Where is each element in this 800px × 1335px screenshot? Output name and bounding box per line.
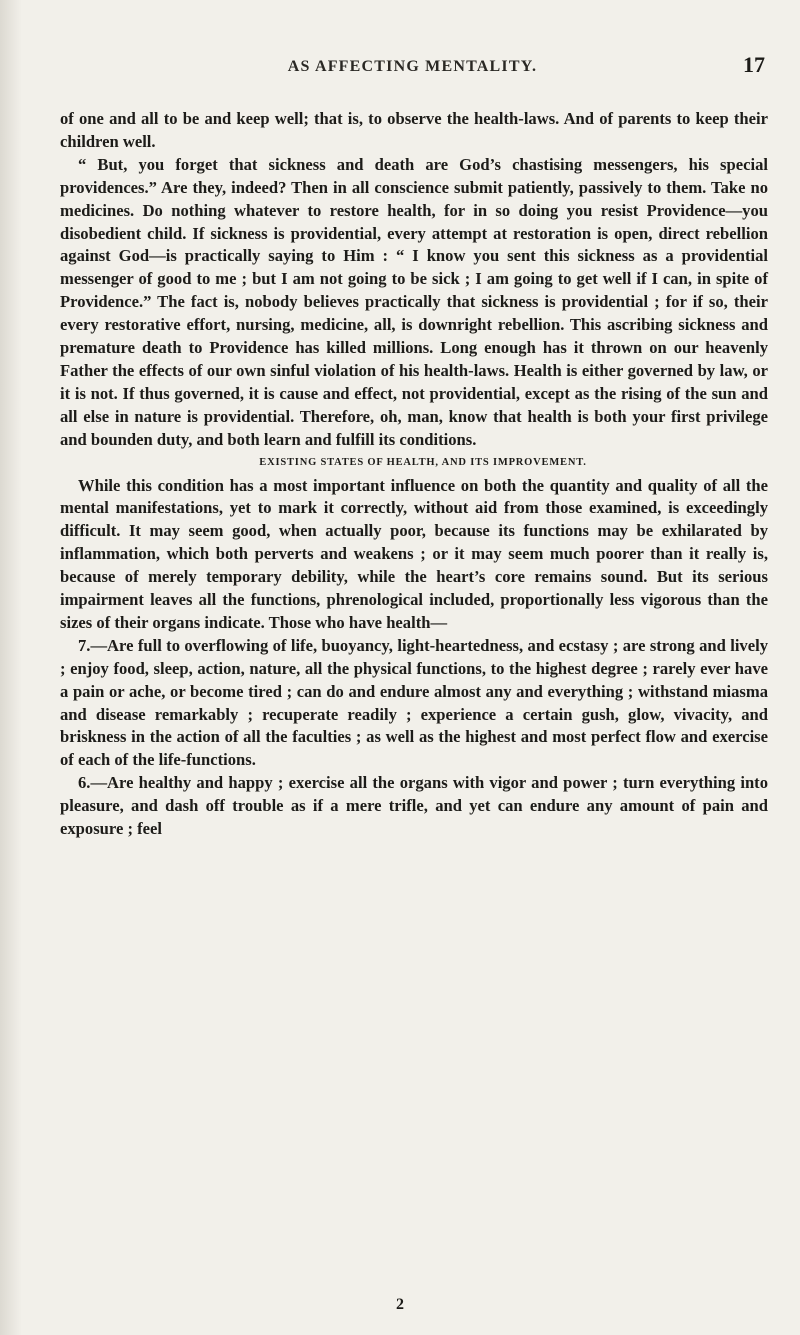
paragraph: of one and all to be and keep well; that is, to observe the health-laws. And of parents to keep their children well. [60, 109, 768, 151]
paragraph: “ But, you forget that sickness and death are God’s chastising messengers, his special providences.” Are they, indeed? Then in all conscience submit patiently, passively to them. Take no medicines. Do nothing whatever to restore health, for in so doing you resist Providence—you disobedient child. If sickness is providential, every attempt at restoration is open, direct rebellion against God—is practically saying to Him : “ I know you sent this sickness as a providential messenger of good to me ; but I am not going to be sick ; I am going to get well if I can, in spite of Providence.” The fact is, nobody believes practically that sickness is providential ; for if so, their every restorative effort, nursing, medicine, all, is downright rebellion. This ascribing sickness and premature death to Providence has killed millions. Long enough has it thrown on our heavenly Father the effects of our own sinful violation of his health-laws. Health is either governed by law, or it is not. If thus governed, it is cause and effect, not providential, except as the rising of the sun and all else in nature is providential. Therefore, oh, man, know that health is both your first privilege and bounden duty, and both learn and fulfill its conditions. [60, 154, 768, 449]
section-heading: EXISTING STATES OF HEALTH, AND ITS IMPROVEMENT. [259, 456, 587, 468]
page-number: 17 [743, 52, 765, 77]
body-text [60, 108, 768, 841]
paragraph: 6.—Are healthy and happy ; exercise all the organs with vigor and power ; turn everything into pleasure, and dash off trouble as if a mere trifle, and yet can endure any amount of pain and exposure ; feel [60, 773, 768, 839]
binding-shadow [0, 0, 22, 1335]
paragraph: 7.—Are full to overflowing of life, buoyancy, light-heartedness, and ecstasy ; are strong and lively ; enjoy food, sleep, action, nature, all the physical functions, to the highest degree ; rarely ever have a pain or ache, or become tired ; can do and endure almost any and everything ; withstand miasma and disease remarkably ; recuperate readily ; experience a certain gush, glow, vivacity, and briskness in the action of all the faculties ; as well as the highest and most perfect flow and exercise of each of the life-functions. [60, 635, 768, 770]
paragraph: While this condition has a most important influence on both the quantity and quality of all the mental manifestations, yet to mark it correctly, without aid from those examined, is exceedingly difficult. It may seem good, when actually poor, because its functions may be exhilarated by inflammation, which both perverts and weakens ; or it may seem much poorer than it really is, because of merely temporary debility, while the heart’s core remains sound. But its serious impairment leaves all the functions, phrenological included, proportionally less vigorous than the sizes of their organs indicate. Those who have health— [60, 475, 768, 632]
signature-mark: 2 [396, 1296, 404, 1313]
running-head: AS AFFECTING MENTALITY. [287, 58, 538, 75]
page-header [60, 52, 765, 82]
